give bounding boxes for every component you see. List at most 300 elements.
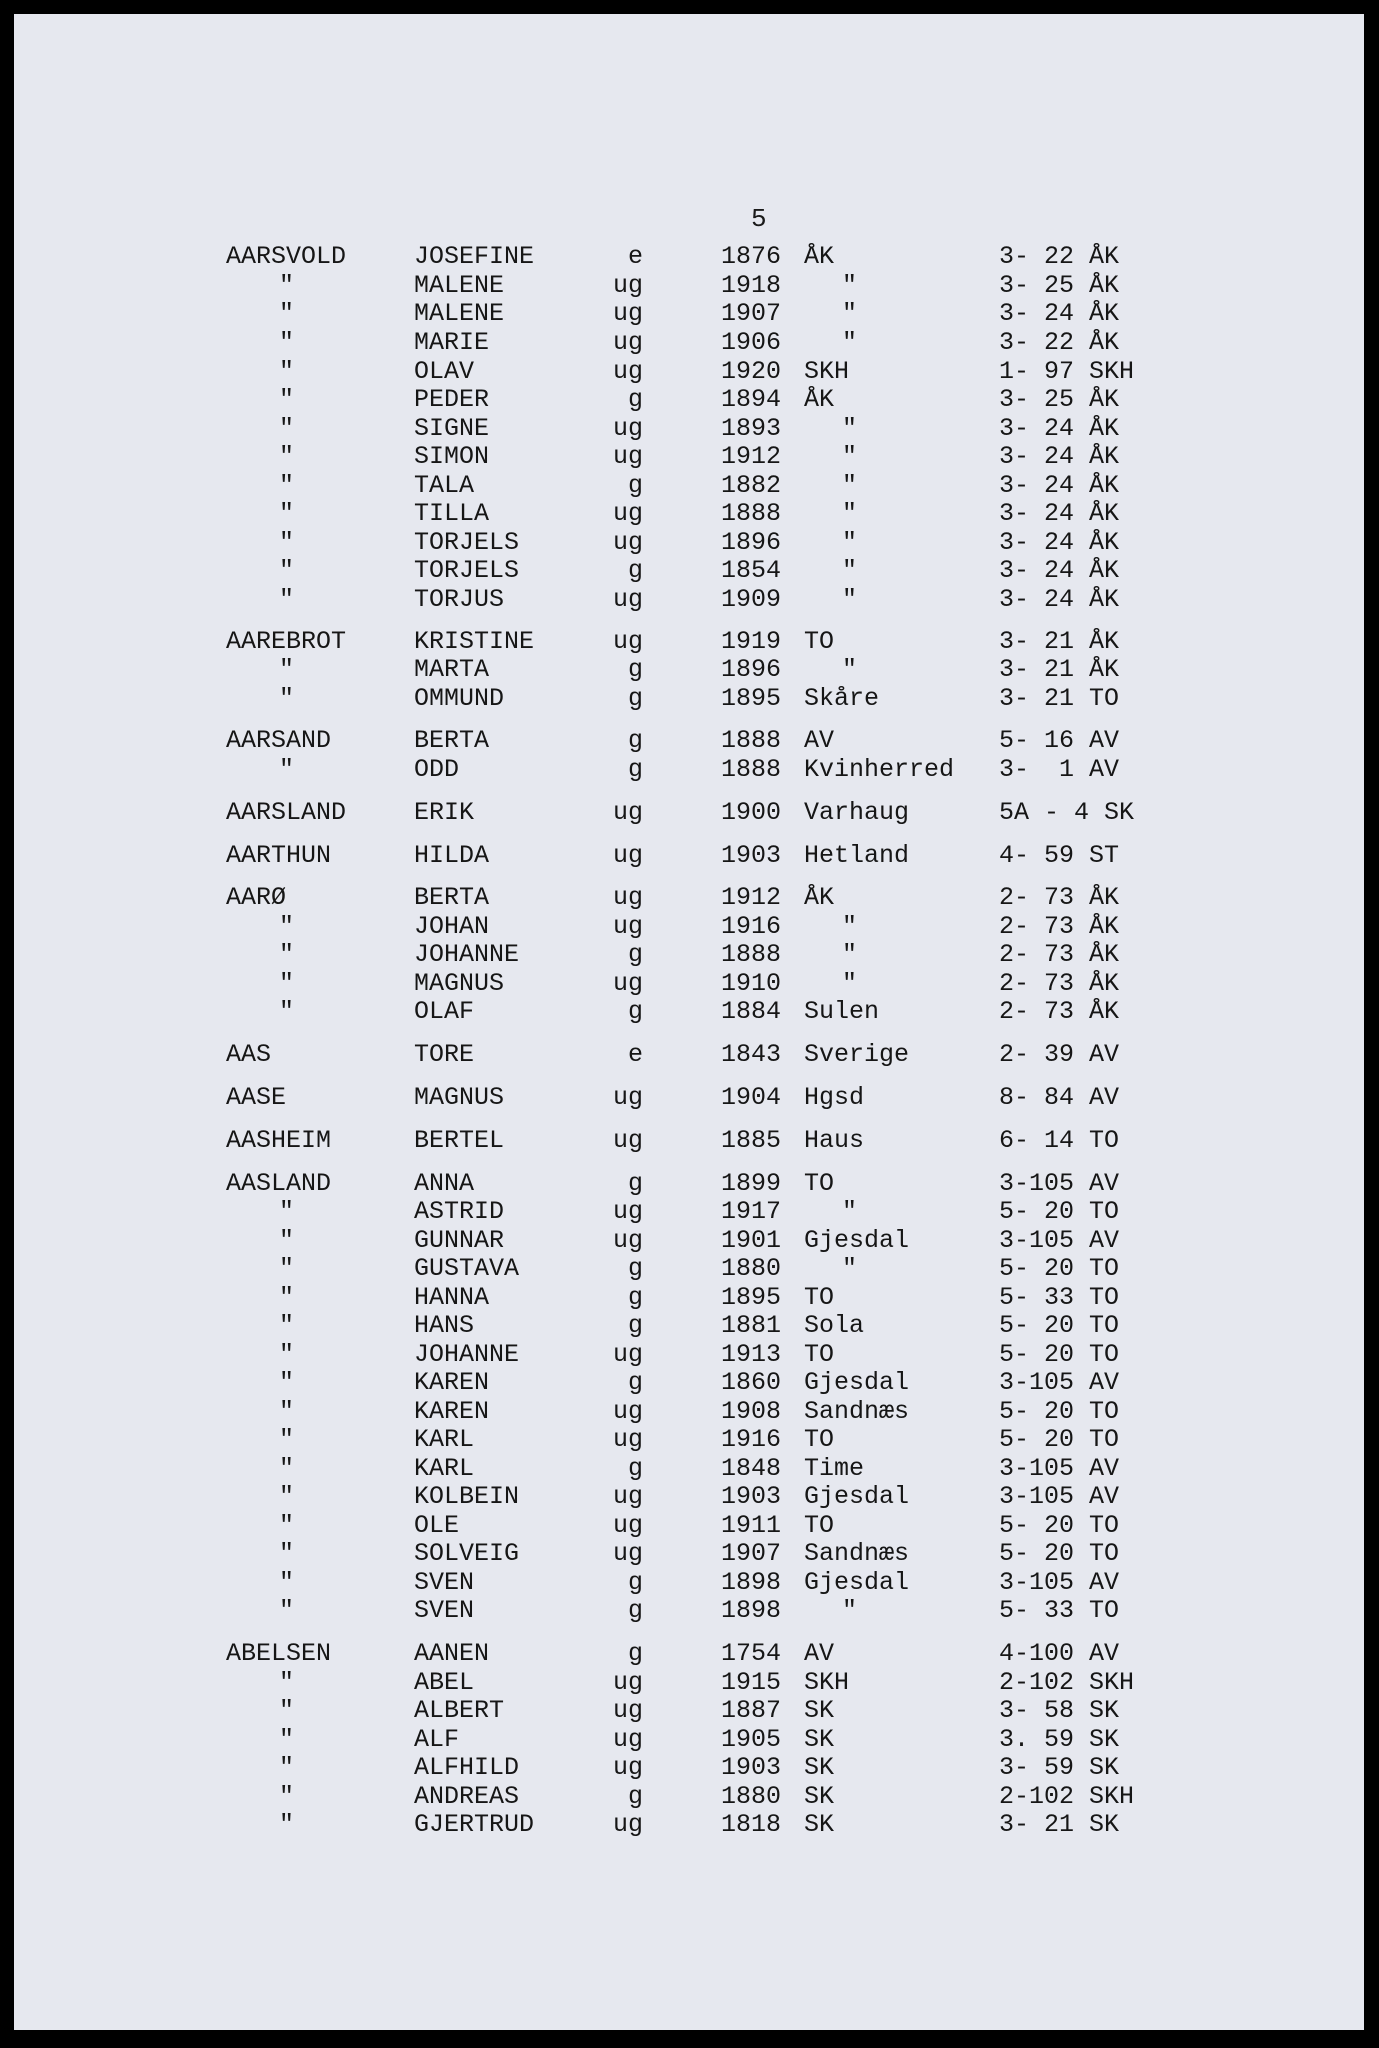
entry-status: ug [612,1753,643,1782]
entry-year: 1905 [721,1725,782,1754]
entry-surname: AAREBROT [226,627,347,656]
entry-year: 1908 [721,1397,782,1426]
entry-surname: " [279,1568,295,1597]
entry-ref: 3. 59 SK [999,1725,1120,1754]
entry-place: Sandnæs [804,1539,910,1568]
entry-surname: " [279,528,295,557]
entry-place: Gjesdal [804,1226,910,1255]
register-entry [14,1398,1364,1426]
entry-place: TO [804,627,835,656]
entry-ref: 3- 24 ÅK [999,414,1120,443]
entry-year: 1880 [721,1254,782,1283]
entry-ref: 3- 24 ÅK [999,499,1120,528]
entry-ref: 5- 33 TO [999,1596,1120,1625]
entry-first: HANNA [414,1283,490,1312]
entry-ref: 3- 21 SK [999,1810,1120,1839]
entry-surname: " [279,1596,295,1625]
register-entry [14,1127,1364,1155]
entry-status: g [627,1782,643,1811]
entry-place: AV [804,726,835,755]
entry-ref: 5- 20 TO [999,1425,1120,1454]
entry-place: " [842,499,858,528]
entry-place: " [842,940,858,969]
entry-ref: 6- 14 TO [999,1126,1120,1155]
entry-ref: 3- 24 ÅK [999,442,1120,471]
entry-surname: " [279,1197,295,1226]
entry-ref: 5- 20 TO [999,1511,1120,1540]
entry-first: ANNA [414,1169,475,1198]
entry-first: SIMON [414,442,490,471]
entry-ref: 3- 24 ÅK [999,585,1120,614]
entry-ref: 5- 33 TO [999,1283,1120,1312]
entry-ref: 2-102 SKH [999,1782,1135,1811]
entry-status: ug [612,414,643,443]
entry-surname: " [279,912,295,941]
register-entry [14,1341,1364,1369]
entry-ref: 3- 22 ÅK [999,328,1120,357]
entry-place: " [842,1254,858,1283]
entry-surname: " [279,755,295,784]
entry-status: g [627,1254,643,1283]
entry-ref: 3- 24 ÅK [999,556,1120,585]
register-entry [14,1669,1364,1697]
entry-surname: " [279,1311,295,1340]
entry-place: " [842,1596,858,1625]
entry-place: Sandnæs [804,1397,910,1426]
register-entry [14,329,1364,357]
register-entry [14,1284,1364,1312]
entry-ref: 4-100 AV [999,1639,1120,1668]
entry-first: GUSTAVA [414,1254,520,1283]
entry-place: Hgsd [804,1083,865,1112]
entry-ref: 2- 73 ÅK [999,969,1120,998]
entry-first: GJERTRUD [414,1810,535,1839]
entry-year: 1912 [721,883,782,912]
entry-ref: 5- 16 AV [999,726,1120,755]
entry-first: KAREN [414,1368,490,1397]
register-entry [14,1754,1364,1782]
register-entry [14,1170,1364,1198]
register-entry [14,243,1364,271]
register-entry [14,1726,1364,1754]
entry-surname: " [279,1810,295,1839]
entry-place: " [842,528,858,557]
entry-first: GUNNAR [414,1226,505,1255]
entry-first: TORJELS [414,556,520,585]
entry-place: TO [804,1511,835,1540]
entry-ref: 3-105 AV [999,1226,1120,1255]
entry-surname: " [279,357,295,386]
entry-place: Time [804,1454,865,1483]
register-entry [14,913,1364,941]
entry-place: " [842,969,858,998]
entry-year: 1818 [721,1810,782,1839]
register-entry [14,970,1364,998]
register-entry [14,1426,1364,1454]
entry-surname: " [279,1254,295,1283]
register-entry [14,842,1364,870]
entry-status: ug [612,1425,643,1454]
entry-ref: 2- 73 ÅK [999,940,1120,969]
register-entry [14,1697,1364,1725]
register-entry [14,386,1364,414]
entry-year: 1895 [721,1283,782,1312]
register-entry [14,656,1364,684]
entry-place: Sulen [804,997,880,1026]
entry-first: TILLA [414,499,490,528]
entry-year: 1887 [721,1696,782,1725]
entry-status: ug [612,1482,643,1511]
register-entry [14,1483,1364,1511]
entry-place: TO [804,1169,835,1198]
entry-status: g [627,1454,643,1483]
entry-year: 1907 [721,299,782,328]
entry-ref: 3- 1 AV [999,755,1120,784]
entry-place: SK [804,1782,835,1811]
entry-status: g [627,556,643,585]
entry-first: JOHANNE [414,940,520,969]
register-entry [14,300,1364,328]
entry-surname: AARSLAND [226,798,347,827]
entry-year: 1893 [721,414,782,443]
register-entry [14,472,1364,500]
entry-year: 1888 [721,499,782,528]
entry-status: ug [612,1083,643,1112]
register-entry [14,799,1364,827]
entry-place: Haus [804,1126,865,1155]
register-entry [14,1811,1364,1839]
entry-place: TO [804,1340,835,1369]
entry-first: JOHANNE [414,1340,520,1369]
entry-status: g [627,1568,643,1597]
register-entry [14,500,1364,528]
entry-place: Sverige [804,1040,910,1069]
entry-surname: " [279,1482,295,1511]
entry-status: ug [612,1340,643,1369]
entry-surname: AARSVOLD [226,242,347,271]
entry-ref: 3- 21 ÅK [999,627,1120,656]
entry-place: " [842,414,858,443]
entry-place: TO [804,1425,835,1454]
register-entry [14,1569,1364,1597]
entry-year: 1896 [721,528,782,557]
entry-status: ug [612,1126,643,1155]
entry-status: g [627,385,643,414]
entry-first: KARL [414,1425,475,1454]
entry-year: 1907 [721,1539,782,1568]
entry-surname: " [279,997,295,1026]
entry-status: ug [612,1539,643,1568]
entry-year: 1899 [721,1169,782,1198]
entry-surname: " [279,1454,295,1483]
entry-ref: 3- 21 TO [999,684,1120,713]
entry-first: MAGNUS [414,1083,505,1112]
entry-place: Skåre [804,684,880,713]
register-entry [14,685,1364,713]
entry-place: " [842,556,858,585]
entry-status: g [627,755,643,784]
entry-status: ug [612,1397,643,1426]
entry-status: ug [612,1226,643,1255]
entry-year: 1888 [721,755,782,784]
entry-year: 1910 [721,969,782,998]
entry-year: 1916 [721,1425,782,1454]
entry-place: SKH [804,1668,850,1697]
entry-year: 1916 [721,912,782,941]
entry-first: ABEL [414,1668,475,1697]
entry-surname: " [279,1425,295,1454]
entry-surname: " [279,271,295,300]
entry-year: 1882 [721,471,782,500]
entry-status: ug [612,1197,643,1226]
entry-status: e [627,242,643,271]
entry-ref: 3-105 AV [999,1482,1120,1511]
entry-status: g [627,1169,643,1198]
entry-status: ug [612,912,643,941]
document-page [14,14,1364,2030]
entry-status: g [627,726,643,755]
entry-year: 1888 [721,940,782,969]
entry-surname: " [279,1397,295,1426]
entry-year: 1903 [721,841,782,870]
register-entry [14,1455,1364,1483]
entry-place: Gjesdal [804,1368,910,1397]
entry-place: Kvinherred [804,755,955,784]
entry-first: ALFHILD [414,1753,520,1782]
entry-place: SK [804,1753,835,1782]
register-entry [14,358,1364,386]
entry-year: 1911 [721,1511,782,1540]
entry-ref: 3-105 AV [999,1368,1120,1397]
entry-first: TORJELS [414,528,520,557]
entry-year: 1860 [721,1368,782,1397]
register-entry [14,1198,1364,1226]
entry-status: g [627,1283,643,1312]
entry-year: 1900 [721,798,782,827]
entry-first: SVEN [414,1596,475,1625]
entry-first: TORJUS [414,585,505,614]
entry-status: ug [612,1725,643,1754]
entry-ref: 5- 20 TO [999,1340,1120,1369]
entry-surname: AASE [226,1083,287,1112]
entry-ref: 5- 20 TO [999,1311,1120,1340]
register-entry [14,1255,1364,1283]
register-entry [14,272,1364,300]
entry-surname: AASHEIM [226,1126,332,1155]
entry-first: OLE [414,1511,460,1540]
entry-year: 1913 [721,1340,782,1369]
entry-year: 1919 [721,627,782,656]
register-entry [14,1640,1364,1668]
entry-first: MARIE [414,328,490,357]
entry-surname: " [279,1340,295,1369]
entry-surname: AARSAND [226,726,332,755]
entry-surname: " [279,328,295,357]
entry-place: " [842,655,858,684]
entry-place: " [842,912,858,941]
entry-surname: AAS [226,1040,272,1069]
entry-first: MARTA [414,655,490,684]
entry-first: ALF [414,1725,460,1754]
entry-first: KAREN [414,1397,490,1426]
entry-place: Sola [804,1311,865,1340]
entry-place: ÅK [804,385,835,414]
entry-first: TORE [414,1040,475,1069]
entry-ref: 3- 25 ÅK [999,385,1120,414]
entry-place: " [842,471,858,500]
register-entry [14,586,1364,614]
entry-place: TO [804,1283,835,1312]
entry-ref: 2- 73 ÅK [999,912,1120,941]
entry-first: ALBERT [414,1696,505,1725]
entry-status: g [627,1368,643,1397]
entry-surname: " [279,385,295,414]
entry-ref: 3- 24 ÅK [999,299,1120,328]
entry-first: KRISTINE [414,627,535,656]
entry-first: JOHAN [414,912,490,941]
entry-year: 1920 [721,357,782,386]
entry-ref: 3- 24 ÅK [999,528,1120,557]
entry-ref: 2- 73 ÅK [999,883,1120,912]
entry-surname: " [279,1283,295,1312]
entry-surname: " [279,1725,295,1754]
entry-place: AV [804,1639,835,1668]
register-entry [14,998,1364,1026]
entry-surname: " [279,940,295,969]
entry-year: 1754 [721,1639,782,1668]
entry-surname: " [279,556,295,585]
register-entry [14,756,1364,784]
entry-surname: " [279,1753,295,1782]
entry-status: ug [612,499,643,528]
entry-year: 1885 [721,1126,782,1155]
register-entry [14,415,1364,443]
entry-first: HANS [414,1311,475,1340]
entry-ref: 3- 25 ÅK [999,271,1120,300]
entry-first: TALA [414,471,475,500]
entry-first: SOLVEIG [414,1539,520,1568]
entry-status: ug [612,357,643,386]
entry-year: 1903 [721,1482,782,1511]
entry-first: MAGNUS [414,969,505,998]
entry-place: ÅK [804,883,835,912]
register-entry [14,941,1364,969]
entry-surname: " [279,414,295,443]
entry-status: ug [612,1668,643,1697]
entry-surname: ABELSEN [226,1639,332,1668]
entry-year: 1898 [721,1568,782,1597]
entry-year: 1894 [721,385,782,414]
register-entry [14,557,1364,585]
entry-status: g [627,1596,643,1625]
entry-status: ug [612,528,643,557]
entry-surname: " [279,442,295,471]
entry-place: Gjesdal [804,1568,910,1597]
entry-place: " [842,299,858,328]
entry-place: Gjesdal [804,1482,910,1511]
entry-surname: AARTHUN [226,841,332,870]
entry-year: 1909 [721,585,782,614]
entry-surname: " [279,1368,295,1397]
entry-status: g [627,1639,643,1668]
entry-status: ug [612,627,643,656]
entry-first: SIGNE [414,414,490,443]
entry-first: OMMUND [414,684,505,713]
entry-place: SK [804,1725,835,1754]
register-entry [14,1041,1364,1069]
entry-first: MALENE [414,299,505,328]
entry-year: 1904 [721,1083,782,1112]
register-entry [14,443,1364,471]
entry-year: 1912 [721,442,782,471]
entry-place: SK [804,1810,835,1839]
entry-ref: 3-105 AV [999,1169,1120,1198]
entry-year: 1880 [721,1782,782,1811]
entry-first: OLAF [414,997,475,1026]
entry-status: ug [612,1696,643,1725]
entry-place: Hetland [804,841,910,870]
entry-place: Varhaug [804,798,910,827]
entry-surname: " [279,299,295,328]
entry-ref: 3- 59 SK [999,1753,1120,1782]
entry-first: BERTA [414,726,490,755]
entry-ref: 3-105 AV [999,1454,1120,1483]
entry-ref: 3-105 AV [999,1568,1120,1597]
entry-surname: " [279,655,295,684]
entry-status: ug [612,798,643,827]
entry-year: 1901 [721,1226,782,1255]
entry-status: g [627,655,643,684]
entry-first: MALENE [414,271,505,300]
entry-status: ug [612,328,643,357]
register-entry [14,1369,1364,1397]
register-entry [14,1783,1364,1811]
entry-first: ASTRID [414,1197,505,1226]
entry-surname: " [279,1511,295,1540]
entry-ref: 5- 20 TO [999,1254,1120,1283]
entry-first: ANDREAS [414,1782,520,1811]
entry-first: KARL [414,1454,475,1483]
entry-place: SK [804,1696,835,1725]
entry-status: ug [612,585,643,614]
entry-surname: " [279,1782,295,1811]
entry-ref: 1- 97 SKH [999,357,1135,386]
entry-surname: " [279,1539,295,1568]
entry-status: ug [612,883,643,912]
entry-ref: 3- 24 ÅK [999,471,1120,500]
register-entry [14,884,1364,912]
entry-year: 1854 [721,556,782,585]
entry-year: 1915 [721,1668,782,1697]
entry-first: HILDA [414,841,490,870]
entry-status: ug [612,271,643,300]
register-entry [14,1540,1364,1568]
entry-ref: 4- 59 ST [999,841,1120,870]
entry-place: " [842,271,858,300]
entry-status: ug [612,299,643,328]
entry-first: PEDER [414,385,490,414]
entry-place: SKH [804,357,850,386]
entry-surname: " [279,969,295,998]
entry-year: 1881 [721,1311,782,1340]
entry-status: ug [612,1810,643,1839]
entry-status: ug [612,442,643,471]
entry-status: g [627,684,643,713]
entry-year: 1888 [721,726,782,755]
entry-status: ug [612,1511,643,1540]
entry-ref: 2- 39 AV [999,1040,1120,1069]
entry-first: ODD [414,755,460,784]
